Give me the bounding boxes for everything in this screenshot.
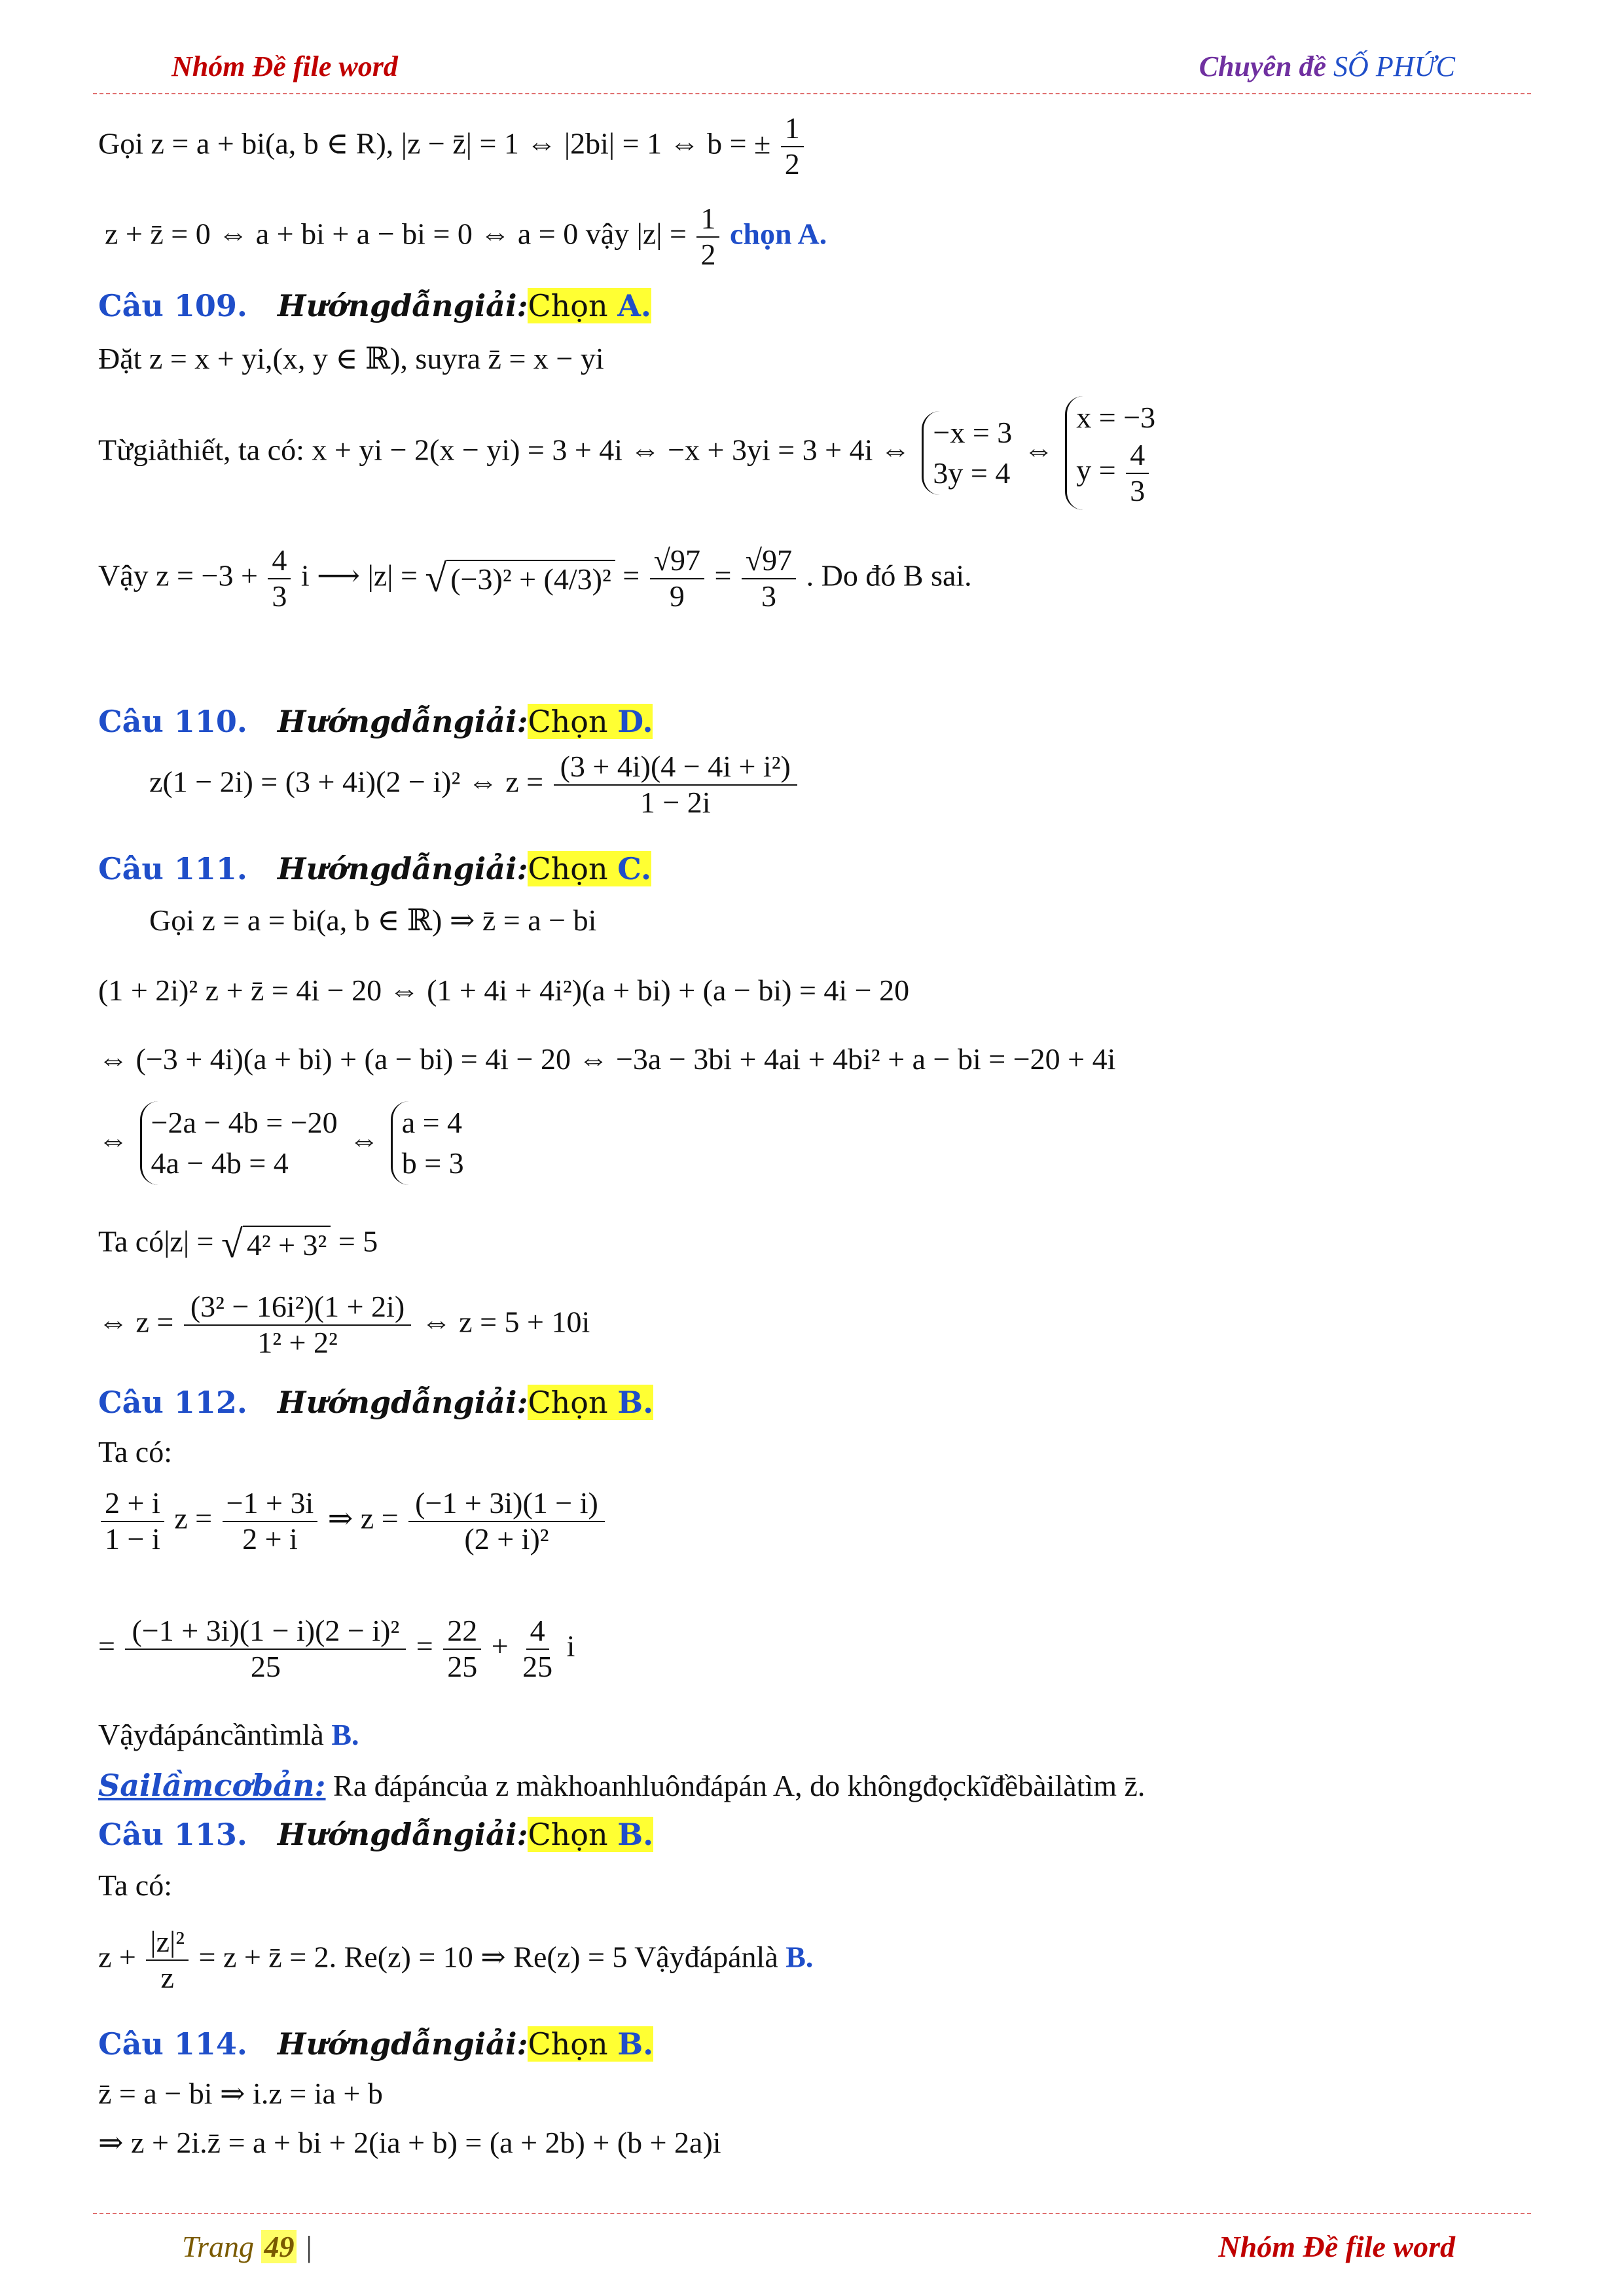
- q113-line-2: z + $\frac{\text{|z|²}}{z}$ = z + z̄ = 2. Re(z) = 10 ⇒ Re(z) = 5 Vậyđápánlà B.: [98, 1925, 814, 1994]
- q112-heading: Câu 112. Hướngdẫngiải:Chọn B.: [98, 1385, 654, 1420]
- intro-choice: chọn A.: [729, 217, 827, 251]
- q113-line-1: Ta có:: [98, 1868, 173, 1902]
- q109-line-3: Vậy z = −3 + $\frac{4}{3}$ i ⟶ |z| = √ (−3)² + (4/3)² = $\frac{√97}{9}$ = $\frac{√97}{3}$ . Do đó B sai.: [98, 543, 972, 613]
- intro-line-2: z + z̄ = 0 ⇔ a + bi + a − bi = 0 ⇔ a = 0 vậy |z| = $\frac{1}{2}$ chọn A.: [105, 202, 827, 271]
- header-topic-name: SỐ PHỨC: [1333, 50, 1455, 82]
- q110-line-1: z(1 − 2i) = (3 + 4i)(2 − i)² ⇔ z = $\frac{\text{(3 + 4i)(4 − 4i + i²)}}{1 - 2i}$: [149, 750, 800, 820]
- q112-line-5: Sailầmcơbản: Ra đápáncủa z màkhoanhluônđápán A, do khôngđọckĩđềbàilàtìm z̄.: [98, 1768, 1146, 1803]
- q114-heading: Câu 114. Hướngdẫngiải:Chọn B.: [98, 2026, 654, 2062]
- q112-line-3: = $\frac{\text{(−1 + 3i)(1 − i)(2 − i)²}}{25}$ = $\frac{22}{25}$ + $\frac{4}{25}$ i: [98, 1614, 575, 1683]
- q109-system-2: x = −3 y = $\frac{4}{3}$: [1065, 396, 1155, 510]
- q114-line-2: ⇒ z + 2i.z̄ = a + bi + 2(ia + b) = (a + 2b) + (b + 2a)i: [98, 2126, 721, 2159]
- q111-line-3: ⇔ (−3 + 4i)(a + bi) + (a − bi) = 4i − 20 ⇔ −3a − 3bi + 4ai + 4bi² + a − bi = −20 + 4i: [98, 1042, 1116, 1076]
- q111-heading: Câu 111. Hướngdẫngiải:Chọn C.: [98, 851, 652, 886]
- page-number: 49: [261, 2230, 297, 2263]
- header-group-name: Nhóm Đề file word: [171, 50, 398, 82]
- q109-line-2: Từgiảthiết, ta có: x + yi − 2(x − yi) = 3 + 4i ⇔ −x + 3yi = 3 + 4i ⇔ −x = 3 3y = 4 ⇔ x = −3 y = $\frac{4}{3}$: [98, 396, 1159, 510]
- q111-line-6: ⇔ z = $\frac{\text{(3² − 16i²)(1 + 2i)}}{\text{1² + 2²}}$ ⇔ z = 5 + 10i: [98, 1290, 590, 1359]
- q110-heading: Câu 110. Hướngdẫngiải:Chọn D.: [98, 704, 653, 739]
- header-topic: [1199, 50, 1455, 83]
- q112-line-4: Vậyđápáncầntìmlà B.: [98, 1718, 359, 1751]
- header-topic-prefix: Chuyên đề: [1199, 50, 1327, 82]
- q111-line-2: (1 + 2i)² z + z̄ = 4i − 20 ⇔ (1 + 4i + 4i²)(a + bi) + (a − bi) = 4i − 20: [98, 974, 910, 1007]
- q112-line-2: $\frac{2 + i}{1 - i}$ z = $\frac{-1 + 3i}{2 + i}$ ⇒ z = $\frac{(-1 + 3i)(1 - i)}{\text{(2 + i)²}}$: [98, 1486, 607, 1557]
- header-divider: [93, 93, 1531, 94]
- footer-page: Trang 49 |: [182, 2230, 312, 2263]
- q109-system-1: −x = 3 3y = 4: [922, 411, 1012, 495]
- q109-heading: Câu 109. Hướngdẫngiải:Chọn A.: [98, 288, 651, 323]
- q111-line-4: ⇔ −2a − 4b = −20 4a − 4b = 4 ⇔ a = 4 b = 3: [98, 1101, 468, 1185]
- footer-divider: [93, 2213, 1531, 2214]
- q111-line-5: Ta có|z| = √ 4² + 3² = 5: [98, 1222, 378, 1266]
- q113-heading: Câu 113. Hướngdẫngiải:Chọn B.: [98, 1817, 654, 1852]
- q114-line-1: z̄ = a − bi ⇒ i.z = ia + b: [98, 2077, 383, 2110]
- q111-line-1: Gọi z = a = bi(a, b ∈ ℝ) ⇒ z̄ = a − bi: [149, 903, 597, 937]
- q109-line-1: Đặt z = x + yi,(x, y ∈ ℝ), suyra z̄ = x − yi: [98, 342, 604, 375]
- q112-line-1: Ta có:: [98, 1435, 173, 1468]
- footer-group-name: Nhóm Đề file word: [1218, 2230, 1455, 2263]
- intro-line-1: Gọi z = a + bi(a, b ∈ R), |z − z̄| = 1 ⇔ |2bi| = 1 ⇔ b = ± $\frac{1}{2}$: [98, 111, 806, 182]
